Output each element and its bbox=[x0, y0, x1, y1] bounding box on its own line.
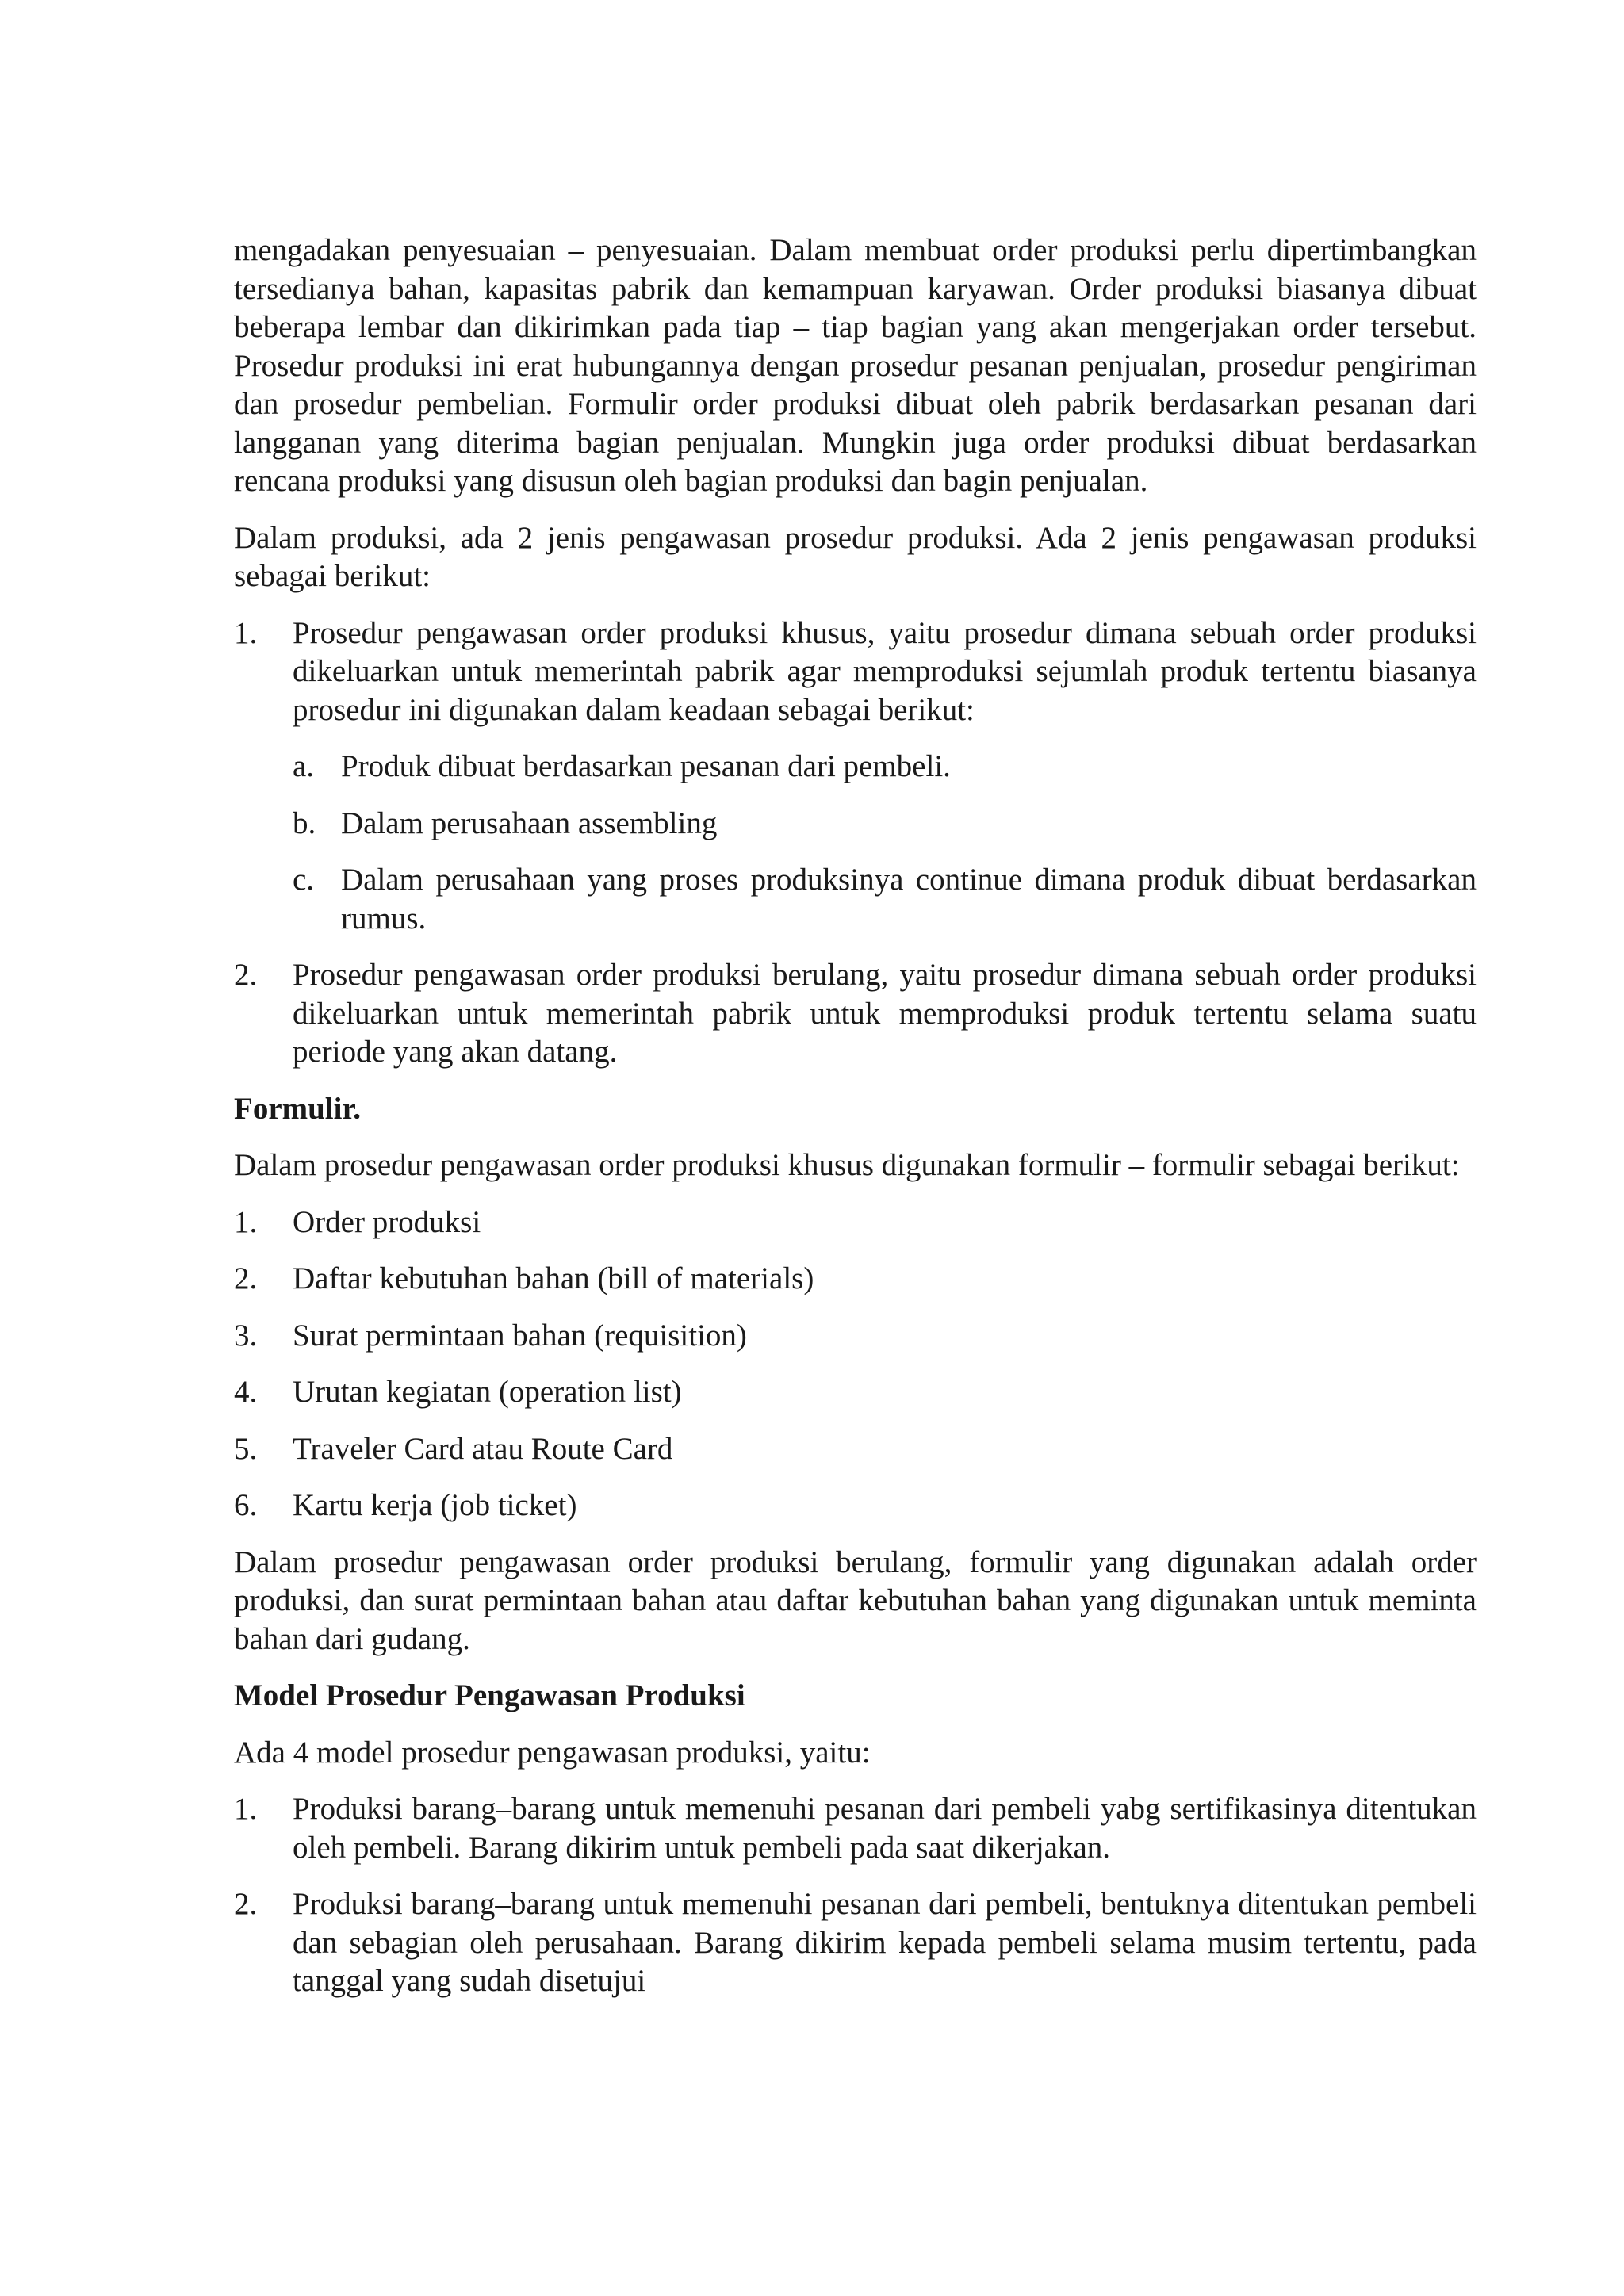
list-text: Prosedur pengawasan order produksi berulang, yaitu prosedur dimana sebuah order produksi dikeluarkan untuk memerintah pabrik untuk memproduksi produk tertentu selama suatu periode yang akan datang. bbox=[293, 958, 1477, 1069]
paragraph-model-intro: Ada 4 model prosedur pengawasan produksi, yaitu: bbox=[234, 1735, 871, 1770]
paragraph-formulir-intro: Dalam prosedur pengawasan order produksi khusus digunakan formulir – formulir sebagai berikut: bbox=[234, 1148, 1460, 1182]
heading-model: Model Prosedur Pengawasan Produksi bbox=[234, 1678, 745, 1712]
heading-formulir: Formulir. bbox=[234, 1091, 361, 1126]
list-item bbox=[234, 956, 1477, 1072]
list-text: Traveler Card atau Route Card bbox=[293, 1431, 673, 1466]
list-text: Order produksi bbox=[293, 1204, 481, 1239]
sub-list-letter: b. bbox=[293, 806, 316, 840]
list-text: Produksi barang–barang untuk memenuhi pesanan dari pembeli yabg sertifikasinya ditentukan oleh pembeli. Barang dikirim untuk pembeli pada saat dikerjakan. bbox=[293, 1792, 1477, 1865]
sub-list-item bbox=[293, 861, 1477, 938]
list-text: Urutan kegiatan (operation list) bbox=[293, 1375, 682, 1409]
list-item bbox=[234, 1885, 1477, 2001]
list-text: Daftar kebutuhan bahan (bill of materials) bbox=[293, 1261, 814, 1295]
list-number: 1. bbox=[234, 615, 258, 650]
sub-list-item bbox=[293, 748, 1477, 786]
list-number: 6. bbox=[234, 1488, 258, 1522]
list-item bbox=[234, 1487, 1477, 1525]
list-item bbox=[234, 1260, 1477, 1299]
sub-list-item bbox=[293, 805, 1477, 844]
sub-list-text: Dalam perusahaan yang proses produksinya continue dimana produk dibuat berdasarkan rumus. bbox=[341, 863, 1477, 936]
list-number: 1. bbox=[234, 1204, 258, 1239]
list-item bbox=[234, 1203, 1477, 1242]
list-number: 5. bbox=[234, 1431, 258, 1466]
list-text: Surat permintaan bahan (requisition) bbox=[293, 1318, 747, 1353]
list-number: 2. bbox=[234, 1261, 258, 1295]
list-number: 3. bbox=[234, 1318, 258, 1353]
sub-list-letter: c. bbox=[293, 863, 315, 897]
sub-list-text: Dalam perusahaan assembling bbox=[341, 806, 718, 840]
list-item bbox=[234, 1430, 1477, 1469]
list-item bbox=[234, 1373, 1477, 1412]
list-item bbox=[234, 1790, 1477, 1867]
paragraph-repeat-forms: Dalam prosedur pengawasan order produksi berulang, formulir yang digunakan adalah order produksi, dan surat permintaan bahan atau daftar kebutuhan bahan yang digunakan untuk meminta bahan dari gudang. bbox=[234, 1544, 1477, 1656]
list-text: Prosedur pengawasan order produksi khusus, yaitu prosedur dimana sebuah order produksi dikeluarkan untuk memerintah pabrik agar memproduksi sejumlah produk tertentu biasanya prosedur ini digunakan dalam keadaan sebagai berikut: bbox=[293, 615, 1477, 727]
list-number: 1. bbox=[234, 1792, 258, 1826]
paragraph-types-intro: Dalam produksi, ada 2 jenis pengawasan prosedur produksi. Ada 2 jenis pengawasan produksi sebagai berikut: bbox=[234, 520, 1477, 593]
list-text: Produksi barang–barang untuk memenuhi pesanan dari pembeli, bentuknya ditentukan pembeli dan sebagian oleh perusahaan. Barang dikirim kepada pembeli selama musim tertentu, pada tanggal yang sudah disetujui bbox=[293, 1887, 1477, 1998]
list-number: 2. bbox=[234, 958, 258, 992]
sub-list-text: Produk dibuat berdasarkan pesanan dari pembeli. bbox=[341, 749, 951, 783]
paragraph-intro: mengadakan penyesuaian – penyesuaian. Dalam membuat order produksi perlu dipertimbangkan tersedianya bahan, kapasitas pabrik dan kemampuan karyawan. Order produksi biasanya dibuat beberapa lembar dan dikirimkan pada tiap – tiap bagian yang akan mengerjakan order tersebut. Prosedur produksi ini erat hubungannya dengan prosedur pesanan penjualan, prosedur pengiriman dan prosedur pembelian. Formulir order produksi dibuat oleh pabrik berdasarkan pesanan dari langganan yang diterima bagian penjualan. Mungkin juga order produksi dibuat berdasarkan rencana produksi yang disusun oleh bagian produksi dan bagin penjualan. bbox=[234, 233, 1477, 498]
list-text: Kartu kerja (job ticket) bbox=[293, 1488, 577, 1522]
list-number: 4. bbox=[234, 1375, 258, 1409]
list-number: 2. bbox=[234, 1887, 258, 1921]
list-item bbox=[234, 614, 1477, 730]
sub-list-letter: a. bbox=[293, 749, 315, 783]
list-item bbox=[234, 1317, 1477, 1356]
